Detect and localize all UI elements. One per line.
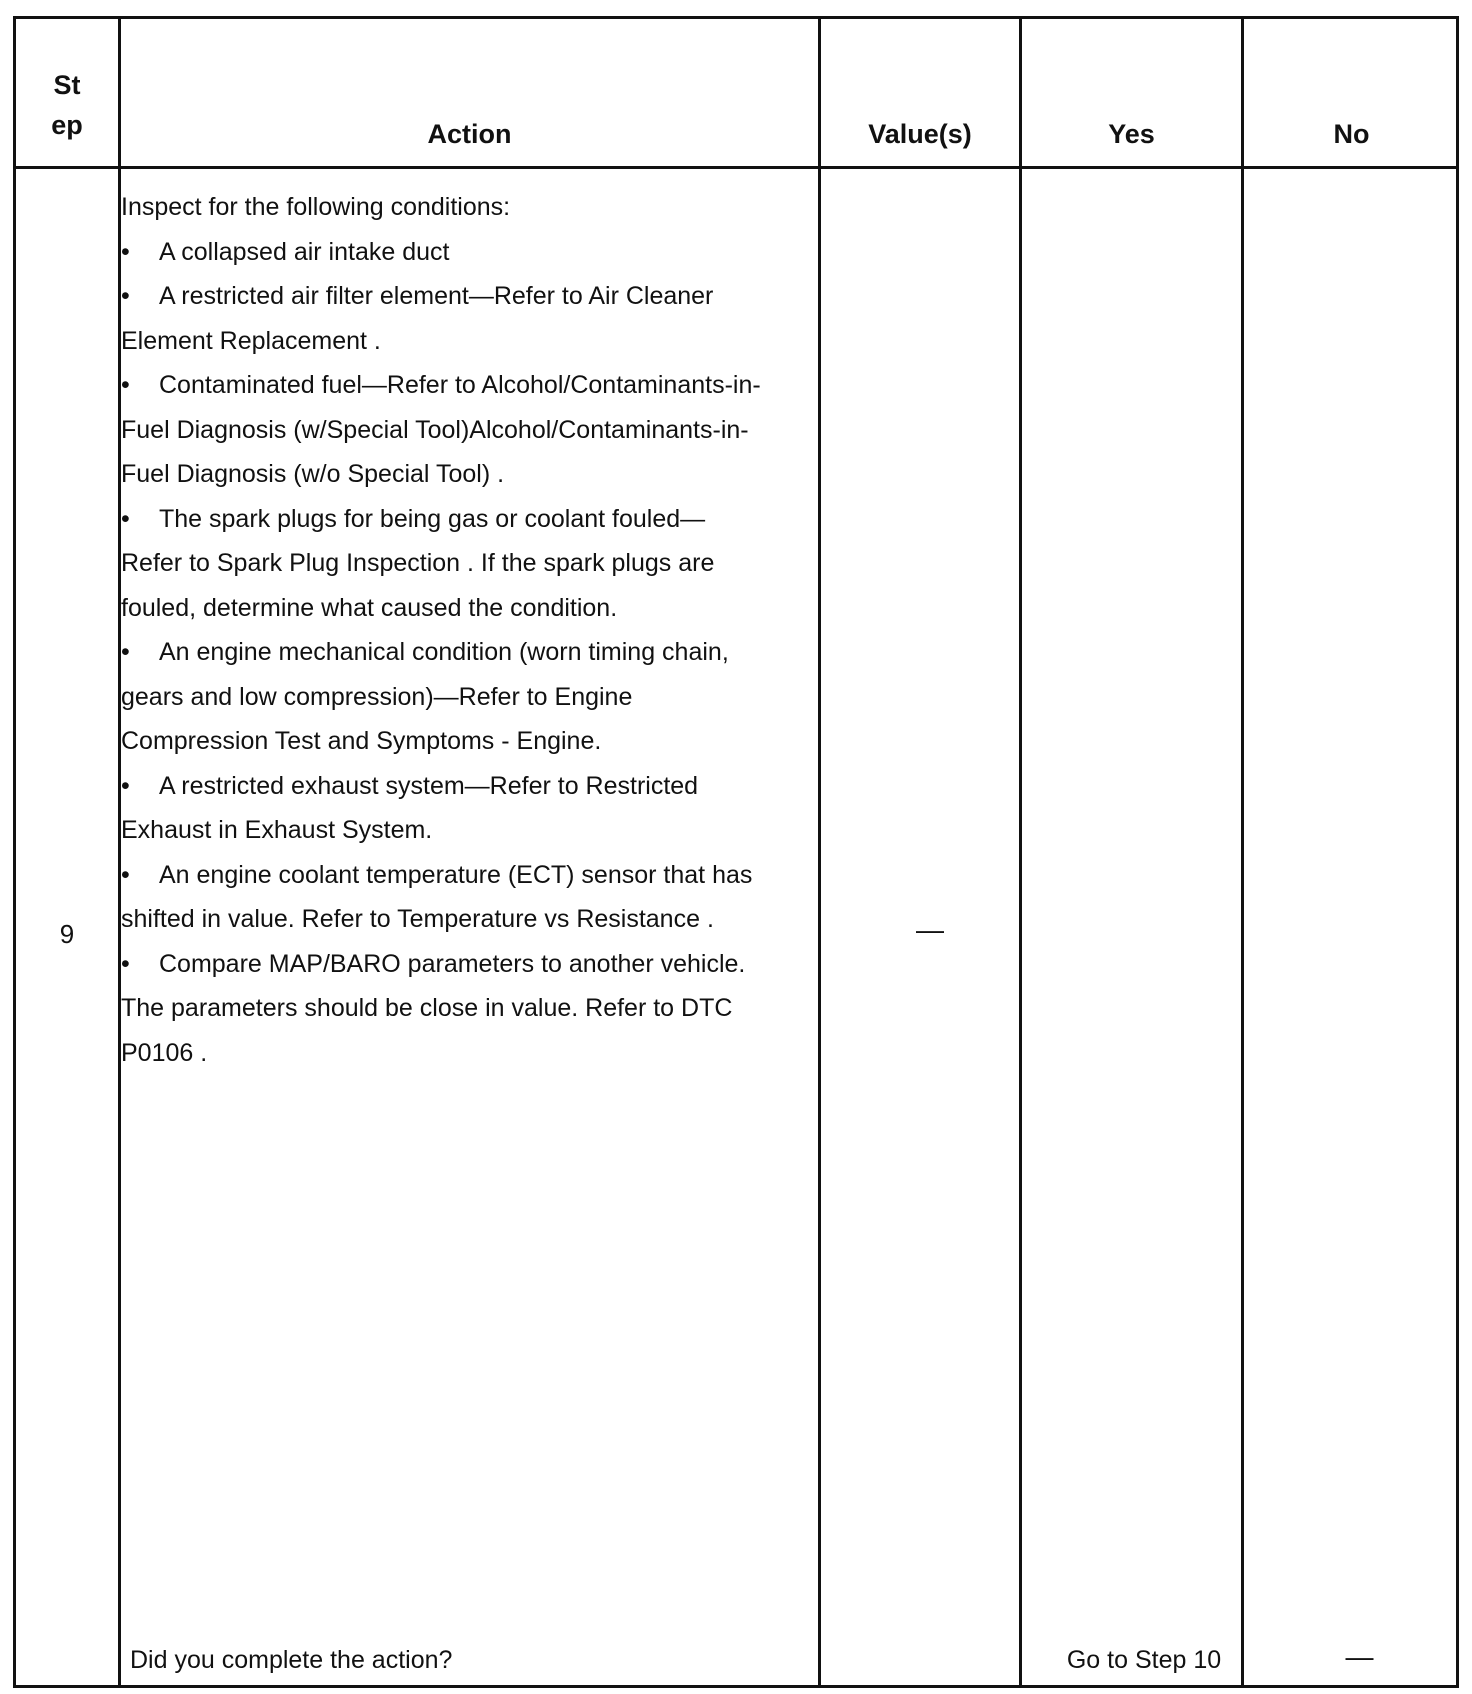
yes-result: Go to Step 10 — [1066, 1646, 1222, 1674]
header-action: Action — [427, 119, 512, 149]
column-divider — [1019, 19, 1022, 1685]
step-number: 9 — [59, 919, 75, 949]
action-question: Did you complete the action? — [130, 1646, 453, 1674]
column-divider — [818, 19, 821, 1685]
header-no: No — [1333, 119, 1370, 149]
list-item: • Contaminated fuel—Refer to Alcohol/Contaminants-in-Fuel Diagnosis (w/Special Tool)Alcohol/Contaminants-in-Fuel Diagnosis (w/o Special Tool) . — [121, 371, 761, 488]
list-item: • A restricted exhaust system—Refer to Restricted Exhaust in Exhaust System. — [121, 771, 699, 844]
diagnostic-table — [13, 16, 1459, 1688]
values-cell: — — [916, 914, 944, 945]
no-result: — — [1345, 1641, 1374, 1672]
header-yes: Yes — [1108, 119, 1155, 149]
list-item: • A restricted air filter element—Refer to Air Cleaner Element Replacement . — [121, 282, 714, 355]
header-step: St ep — [51, 69, 83, 140]
list-item: • An engine coolant temperature (ECT) sensor that has shifted in value. Refer to Temperature vs Resistance . — [121, 860, 753, 933]
column-divider — [1241, 19, 1244, 1685]
action-intro: Inspect for the following conditions: — [121, 193, 511, 221]
header-values: Value(s) — [868, 119, 972, 149]
list-item: • An engine mechanical condition (worn timing chain, gears and low compression)—Refer to Engine Compression Test and Symptoms - Engine. — [121, 638, 729, 755]
action-cell — [121, 185, 811, 1075]
list-item: • Compare MAP/BARO parameters to another vehicle. The parameters should be close in value. Refer to DTC P0106 . — [121, 949, 746, 1067]
list-item: • The spark plugs for being gas or coolant fouled—Refer to Spark Plug Inspection . If the spark plugs are fouled, determine what caused the condition. — [121, 504, 715, 622]
list-item: • A collapsed air intake duct — [121, 237, 450, 266]
